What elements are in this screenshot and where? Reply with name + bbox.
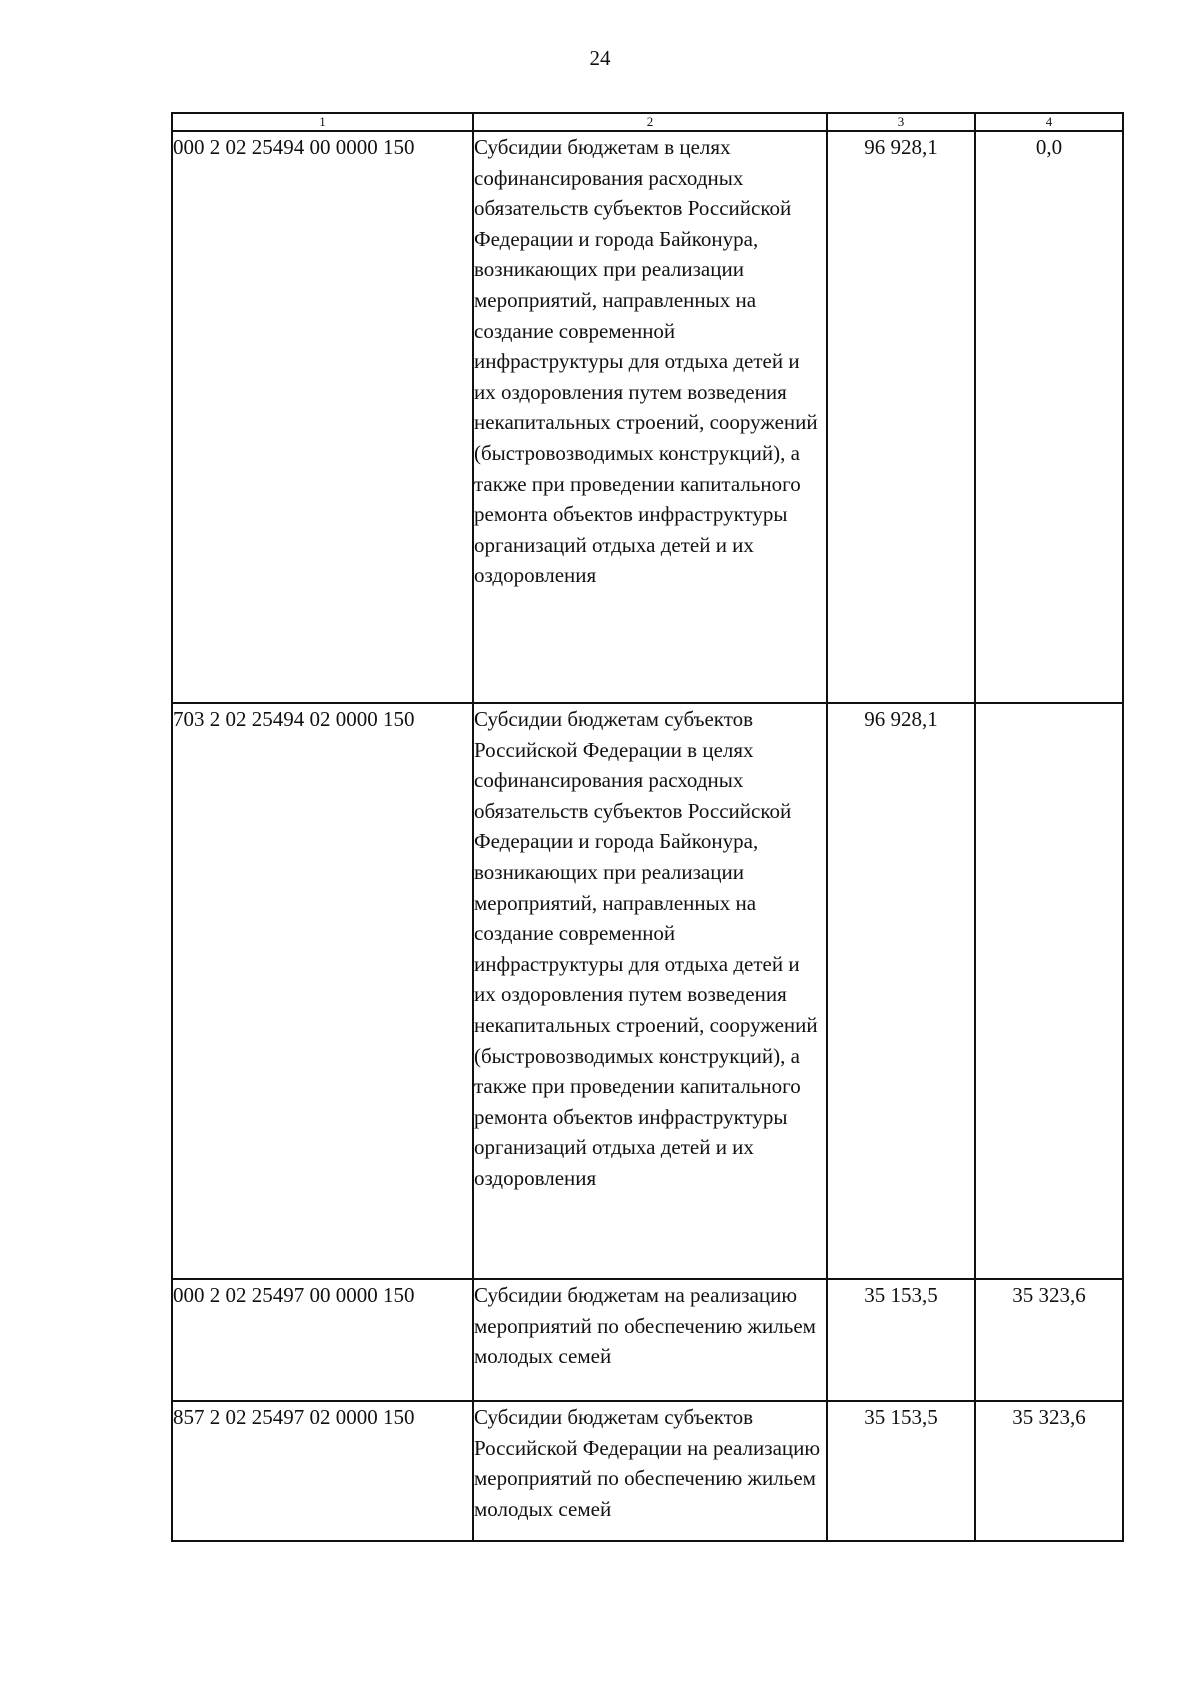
budget-table-container bbox=[171, 112, 1122, 1542]
amount-col4-cell: 0,0 bbox=[975, 131, 1123, 703]
amount-col3-cell: 35 153,5 bbox=[827, 1279, 975, 1401]
page-number: 24 bbox=[589, 46, 611, 70]
description-cell: Субсидии бюджетам на реализацию мероприятий по обеспечению жильем молодых семей bbox=[473, 1279, 827, 1401]
description-cell: Субсидии бюджетам субъектов Российской Федерации в целях софинансирования расходных обязательств субъектов Российской Федерации и города Байконура, возникающих при реализации мероприятий, направленных на создание современной инфраструктуры для отдыха детей и их оздоровления путем возведения некапитальных строений, сооружений (быстровозводимых конструкций), а также при проведении капитального ремонта объектов инфраструктуры организаций отдыха детей и их оздоровления bbox=[473, 703, 827, 1279]
budget-code-cell: 000 2 02 25497 00 0000 150 bbox=[172, 1279, 473, 1401]
budget-table bbox=[171, 112, 1124, 1542]
column-number-1: 1 bbox=[172, 113, 473, 131]
amount-col4-cell: 35 323,6 bbox=[975, 1401, 1123, 1541]
column-number-3: 3 bbox=[827, 113, 975, 131]
description-cell: Субсидии бюджетам в целях софинансирования расходных обязательств субъектов Российской Федерации и города Байконура, возникающих при реализации мероприятий, направленных на создание современной инфраструктуры для отдыха детей и их оздоровления путем возведения некапитальных строений, сооружений (быстровозводимых конструкций), а также при проведении капитального ремонта объектов инфраструктуры организаций отдыха детей и их оздоровления bbox=[473, 131, 827, 703]
budget-code-cell: 000 2 02 25494 00 0000 150 bbox=[172, 131, 473, 703]
column-number-4: 4 bbox=[975, 113, 1123, 131]
budget-code-cell: 703 2 02 25494 02 0000 150 bbox=[172, 703, 473, 1279]
amount-col4-cell bbox=[975, 703, 1123, 1279]
amount-col4-cell: 35 323,6 bbox=[975, 1279, 1123, 1401]
table-row bbox=[172, 1401, 1123, 1541]
table-header-row bbox=[172, 113, 1123, 131]
description-cell: Субсидии бюджетам субъектов Российской Федерации на реализацию мероприятий по обеспечению жильем молодых семей bbox=[473, 1401, 827, 1541]
table-row bbox=[172, 131, 1123, 703]
table-row bbox=[172, 1279, 1123, 1401]
amount-col3-cell: 35 153,5 bbox=[827, 1401, 975, 1541]
amount-col3-cell: 96 928,1 bbox=[827, 703, 975, 1279]
budget-code-cell: 857 2 02 25497 02 0000 150 bbox=[172, 1401, 473, 1541]
amount-col3-cell: 96 928,1 bbox=[827, 131, 975, 703]
table-row bbox=[172, 703, 1123, 1279]
column-number-2: 2 bbox=[473, 113, 827, 131]
